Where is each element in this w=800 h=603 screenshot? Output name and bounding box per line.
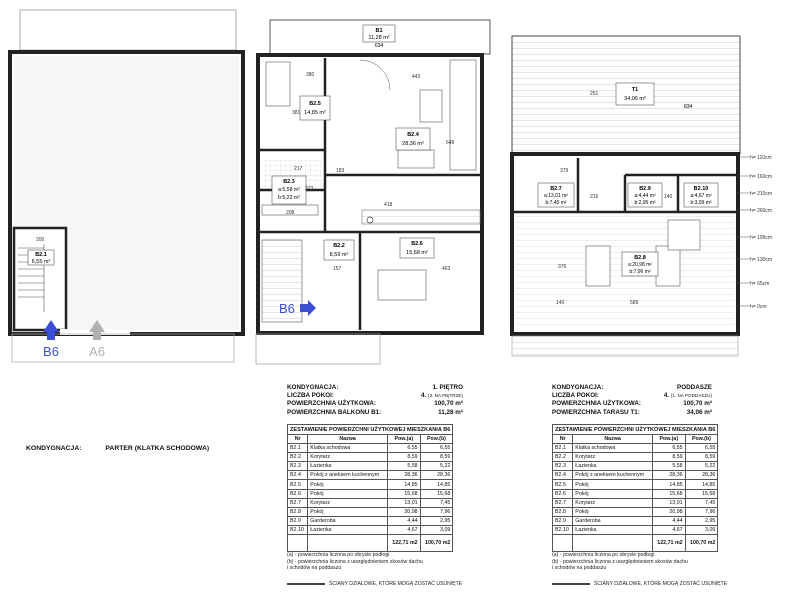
- room-b2-7-area-a: a:13,01 m²: [544, 193, 568, 199]
- cell-name: Pokój: [308, 480, 388, 489]
- total-empty: [553, 535, 573, 552]
- cell-nr: B2.4: [288, 471, 308, 480]
- cell-name: Korytarz: [573, 498, 653, 507]
- cell-area-a: 13,01: [652, 498, 685, 507]
- cell-area-b: 7,96: [420, 507, 453, 516]
- info-value: 4.: [421, 392, 427, 400]
- cell-area-b: 2,95: [685, 516, 718, 525]
- info-key: POWIERZCHNIA BALKONU B1:: [287, 408, 382, 416]
- table-row: [288, 525, 453, 534]
- cell-area-b: 14,85: [685, 480, 718, 489]
- info-value: 100,70 m²: [434, 400, 463, 408]
- note-b-cont: i schodów na poddaszu: [552, 565, 607, 572]
- cell-area-b: 3,09: [685, 525, 718, 534]
- room-b2-8-area-a: a:20,98 m²: [628, 262, 652, 268]
- cell-area-a: 5,58: [387, 462, 420, 471]
- table-row: [553, 462, 718, 471]
- cell-area-a: 4,67: [652, 525, 685, 534]
- dim-217: 217: [294, 166, 303, 172]
- total-area-b: 100,70 m2: [420, 535, 453, 552]
- attic-info-row: [552, 409, 712, 417]
- attic-dim-376: 376: [558, 264, 567, 270]
- cell-area-a: 13,01: [387, 498, 420, 507]
- room-b2-1-code: B2.1: [35, 252, 47, 258]
- cell-nr: B2.1: [553, 444, 573, 453]
- col-header-area-b: Pow.(b): [685, 435, 718, 444]
- cell-area-b: 8,59: [420, 453, 453, 462]
- ground-terrace-outline: [20, 10, 236, 50]
- dim-463: 463: [442, 266, 451, 272]
- room-b2-2-area: 8,59 m²: [329, 252, 349, 258]
- table-row: [553, 525, 718, 534]
- attic-bed-icon: [668, 220, 700, 250]
- floor1-entry-label: B6: [279, 301, 295, 316]
- partition-wall-hatch: [362, 210, 480, 224]
- table-caption: ZESTAWIENIE POWIERZCHNI UŻYTKOWEJ MIESZKANIA B6: [288, 425, 453, 435]
- floor1-info-row: [287, 384, 463, 392]
- table-row: [553, 480, 718, 489]
- col-header-nr: Nr: [553, 435, 573, 444]
- area-table-floor1: [287, 424, 453, 552]
- cell-nr: B2.2: [553, 453, 573, 462]
- room-b2-9-area-a: a:4,44 m²: [634, 193, 656, 199]
- entry-label-a6: A6: [89, 344, 105, 359]
- cell-name: Pokój z aneksem kuchennym: [573, 471, 653, 480]
- cell-name: Łazienka: [308, 525, 388, 534]
- cell-nr: B2.3: [553, 462, 573, 471]
- attic-plan: [512, 36, 772, 356]
- room-b2-4-area: 28,36 m²: [402, 141, 424, 147]
- cell-area-a: 4,44: [387, 516, 420, 525]
- bed-icon: [266, 62, 290, 106]
- legend-swatch: [552, 583, 590, 586]
- floor1-entry-porch: [256, 334, 380, 364]
- first-floor-plan: [256, 20, 490, 364]
- table-total-row: [553, 535, 718, 552]
- ground-caption-value: PARTER (KLATKA SCHODOWA): [105, 445, 210, 452]
- cell-nr: B2.5: [288, 480, 308, 489]
- col-header-name: Nazwa: [573, 435, 653, 444]
- cell-area-b: 7,45: [685, 498, 718, 507]
- cell-area-a: 14,85: [652, 480, 685, 489]
- room-b2-9-area-b: b:2,95 m²: [634, 200, 656, 206]
- col-header-area-a: Pow.(a): [652, 435, 685, 444]
- room-b2-5-area: 14,85 m²: [304, 110, 326, 116]
- info-key: LICZBA POKOI:: [552, 392, 599, 400]
- table-caption: ZESTAWIENIE POWIERZCHNI UŻYTKOWEJ MIESZKANIA B6: [553, 425, 718, 435]
- cell-area-a: 6,55: [387, 444, 420, 453]
- dim-443: 443: [412, 74, 421, 80]
- cell-nr: B2.6: [288, 489, 308, 498]
- table-row: [288, 462, 453, 471]
- room-b2-8-code: B2.8: [634, 255, 646, 261]
- room-b2-5-code: B2.5: [309, 101, 321, 107]
- cell-nr: B2.7: [553, 498, 573, 507]
- terrace-dim: 834: [684, 104, 693, 110]
- col-header-nr: Nr: [288, 435, 308, 444]
- cell-nr: B2.3: [288, 462, 308, 471]
- cell-name: Korytarz: [308, 453, 388, 462]
- ground-dim: 200: [36, 237, 45, 243]
- notes-attic: [552, 552, 688, 572]
- note-b-cont: i schodów na poddaszu: [287, 565, 342, 572]
- notes-floor1: [287, 552, 423, 572]
- total-empty: [573, 535, 653, 552]
- cell-nr: B2.6: [553, 489, 573, 498]
- ground-floor-caption: [26, 445, 231, 452]
- attic-info-row: [552, 384, 712, 392]
- cell-area-b: 6,55: [420, 444, 453, 453]
- height-130: h= 130cm: [750, 257, 773, 263]
- info-key: POWIERZCHNIA TARASU T1:: [552, 408, 640, 416]
- cell-area-b: 5,22: [420, 462, 453, 471]
- cell-name: Pokój z aneksem kuchennym: [308, 471, 388, 480]
- cell-name: Korytarz: [573, 453, 653, 462]
- cell-area-a: 20,98: [652, 507, 685, 516]
- cell-name: Garderoba: [308, 516, 388, 525]
- cell-area-a: 20,98: [387, 507, 420, 516]
- cell-nr: B2.10: [553, 525, 573, 534]
- table-row: [553, 498, 718, 507]
- cell-area-a: 5,58: [652, 462, 685, 471]
- note-a: (a) - powierzchnia liczona po obrysie podłogi: [552, 552, 655, 558]
- table-row: [288, 507, 453, 516]
- legend-text: ŚCIANY DZIAŁOWE, KTÓRE MOGĄ ZOSTAĆ USUNIĘTE: [594, 581, 728, 587]
- cell-name: Korytarz: [308, 498, 388, 507]
- height-65: h= 65cm: [750, 281, 770, 287]
- cell-area-b: 5,22: [685, 462, 718, 471]
- dim-418: 418: [384, 202, 393, 208]
- room-b2-7-area-b: b:7,45 m²: [545, 200, 567, 206]
- room-b2-3-code: B2.3: [283, 179, 295, 185]
- table-row: [553, 471, 718, 480]
- room-b2-4-code: B2.4: [407, 132, 419, 138]
- legend-text: ŚCIANY DZIAŁOWE, KTÓRE MOGĄ ZOSTAĆ USUNIĘTE: [329, 581, 463, 587]
- dim-208: 208: [286, 210, 295, 216]
- total-empty: [288, 535, 308, 552]
- balcony-area: 11,28 m²: [368, 35, 390, 41]
- cell-area-b: 15,68: [420, 489, 453, 498]
- attic-dim-140: 140: [556, 300, 565, 306]
- attic-dim-379: 379: [560, 168, 569, 174]
- attic-eave: [512, 336, 738, 356]
- table-row: [553, 453, 718, 462]
- terrace-code: T1: [631, 87, 639, 93]
- cell-area-b: 7,96: [685, 507, 718, 516]
- cell-area-a: 4,67: [387, 525, 420, 534]
- dim-183: 183: [336, 168, 345, 174]
- dim-323: 323: [305, 186, 314, 192]
- attic-dim-140b: 140: [664, 194, 673, 200]
- table-row: [553, 444, 718, 453]
- info-key: KONDYGNACJA:: [287, 384, 339, 391]
- skylight-1-icon: [586, 246, 610, 286]
- terrace-area: 34,06 m²: [624, 96, 646, 102]
- ground-caption-label: KONDYGNACJA:: [26, 445, 82, 452]
- balcony-code: B1: [375, 28, 383, 34]
- cell-name: Klatka schodowa: [573, 444, 653, 453]
- cell-area-a: 4,44: [652, 516, 685, 525]
- table-row: [288, 453, 453, 462]
- col-header-area-b: Pow.(b): [420, 435, 453, 444]
- dim-157: 157: [333, 266, 342, 272]
- ground-floor-plan: [10, 10, 243, 362]
- height-markers: [738, 155, 772, 310]
- cell-name: Łazienka: [308, 462, 388, 471]
- cell-name: Pokój: [573, 480, 653, 489]
- col-header-name: Nazwa: [308, 435, 388, 444]
- info-sub: (1. NA PODDASZU): [670, 393, 712, 399]
- cell-area-b: 28,36: [420, 471, 453, 480]
- room-b2-9-code: B2.9: [639, 186, 651, 192]
- room-b2-10-code: B2.10: [693, 186, 709, 192]
- info-value: 4.: [663, 392, 670, 400]
- cell-area-b: 6,55: [685, 444, 718, 453]
- cell-area-a: 6,55: [652, 444, 685, 453]
- cell-area-b: 7,45: [420, 498, 453, 507]
- area-table-attic: [552, 424, 718, 552]
- table-row: [288, 498, 453, 507]
- cell-area-b: 8,59: [685, 453, 718, 462]
- height-0: h= 0cm: [750, 304, 767, 310]
- height-160: h= 160cm: [750, 174, 773, 180]
- cell-nr: B2.8: [288, 507, 308, 516]
- height-210: h= 210cm: [750, 191, 773, 197]
- legend-floor1: [287, 581, 462, 587]
- info-value: 100,70 m²: [683, 400, 712, 408]
- height-260: h= 260cm: [750, 208, 773, 214]
- cell-name: Pokój: [308, 507, 388, 516]
- info-value: 1. PIĘTRO: [432, 384, 463, 391]
- note-b: (b) - powierzchnia liczona z uwzględnieniem skosów dachu: [287, 558, 423, 565]
- cell-nr: B2.8: [553, 507, 573, 516]
- cell-nr: B2.4: [553, 471, 573, 480]
- cell-nr: B2.2: [288, 453, 308, 462]
- room-b2-6-area: 15,68 m²: [406, 250, 428, 256]
- room-b2-6-code: B2.6: [411, 241, 423, 247]
- cell-area-a: 8,59: [652, 453, 685, 462]
- info-value: PODDASZE: [677, 384, 712, 391]
- cell-nr: B2.7: [288, 498, 308, 507]
- cell-nr: B2.1: [288, 444, 308, 453]
- cell-nr: B2.5: [553, 480, 573, 489]
- sofa-icon: [420, 90, 442, 122]
- info-key: LICZBA POKOI:: [287, 392, 334, 400]
- floor1-info-row: [287, 409, 463, 417]
- floor1-info-row: [287, 400, 463, 408]
- attic-info-row: [552, 400, 712, 408]
- cell-area-b: 28,36: [685, 471, 718, 480]
- room-b2-10-area-a: a:4,67 m²: [690, 193, 712, 199]
- cell-nr: B2.9: [553, 516, 573, 525]
- dim-380: 380: [306, 72, 315, 78]
- table-row: [288, 471, 453, 480]
- kitchen-counter: [450, 60, 476, 170]
- balcony-dim: 634: [374, 43, 384, 49]
- attic-dim-589: 589: [630, 300, 639, 306]
- cell-area-b: 14,85: [420, 480, 453, 489]
- dining-table-icon: [398, 150, 434, 168]
- cell-area-b: 3,09: [420, 525, 453, 534]
- attic-dim-216: 216: [590, 194, 599, 200]
- cell-area-a: 14,85: [387, 480, 420, 489]
- skylight-2-icon: [656, 246, 680, 286]
- legend-attic: [552, 581, 727, 587]
- room-b2-1-area: 6,55 m²: [31, 259, 51, 265]
- cell-name: Łazienka: [573, 525, 653, 534]
- room-b2-7-code: B2.7: [550, 186, 562, 192]
- room-b2-3-area-b: b:5,22 m²: [278, 195, 300, 201]
- total-empty: [308, 535, 388, 552]
- info-key: KONDYGNACJA:: [552, 384, 604, 391]
- table-body: [288, 444, 453, 535]
- info-key: POWIERZCHNIA UŻYTKOWA:: [287, 400, 376, 408]
- info-sub: (3. NA PIĘTRZE): [428, 393, 463, 399]
- cell-area-b: 2,95: [420, 516, 453, 525]
- total-area-b: 100,70 m2: [685, 535, 718, 552]
- cell-area-a: 15,68: [387, 489, 420, 498]
- cell-area-a: 15,68: [652, 489, 685, 498]
- attic-info: [552, 384, 712, 417]
- table-body: [553, 444, 718, 535]
- cell-name: Łazienka: [573, 462, 653, 471]
- staircase-b2-1: [14, 228, 66, 330]
- table-row: [288, 516, 453, 525]
- info-value: 34,06 m²: [686, 408, 712, 416]
- room-b2-8-area-b: b:7,96 m²: [629, 269, 651, 275]
- bed-b2-6-icon: [378, 270, 426, 300]
- cell-name: Pokój: [308, 489, 388, 498]
- legend-swatch: [287, 583, 325, 586]
- cell-area-a: 8,59: [387, 453, 420, 462]
- table-row: [288, 489, 453, 498]
- table-row: [553, 489, 718, 498]
- cell-nr: B2.9: [288, 516, 308, 525]
- table-row: [288, 444, 453, 453]
- table-row: [553, 516, 718, 525]
- entry-label-b6: B6: [43, 344, 59, 359]
- attic-dim-251: 251: [590, 91, 599, 97]
- table-total-row: [288, 535, 453, 552]
- cell-area-a: 28,36: [387, 471, 420, 480]
- table-row: [553, 507, 718, 516]
- dim-381: 381: [292, 110, 301, 116]
- col-header-area-a: Pow.(a): [387, 435, 420, 444]
- cell-area-b: 15,68: [685, 489, 718, 498]
- height-195: h= 195cm: [750, 235, 773, 241]
- cell-name: Klatka schodowa: [308, 444, 388, 453]
- total-area-a: 122,71 m2: [387, 535, 420, 552]
- room-b2-2-code: B2.2: [333, 243, 345, 249]
- cell-name: Pokój: [573, 507, 653, 516]
- floor1-info: [287, 384, 463, 417]
- cell-name: Pokój: [573, 489, 653, 498]
- cell-area-a: 28,36: [652, 471, 685, 480]
- cell-name: Garderoba: [573, 516, 653, 525]
- room-b2-3-area-a: a:5,58 m²: [278, 187, 300, 193]
- note-a: (a) - powierzchnia liczona po obrysie podłogi: [287, 552, 390, 558]
- room-b2-10-area-b: b:3,09 m²: [690, 200, 712, 206]
- note-b: (b) - powierzchnia liczona z uwzględnieniem skosów dachu: [552, 558, 688, 565]
- cell-nr: B2.10: [288, 525, 308, 534]
- info-value: 11,28 m²: [438, 408, 463, 416]
- dim-648: 648: [446, 140, 455, 146]
- info-key: POWIERZCHNIA UŻYTKOWA:: [552, 400, 641, 408]
- total-area-a: 122,71 m2: [652, 535, 685, 552]
- height-110: h= 110cm: [750, 155, 772, 161]
- table-row: [288, 480, 453, 489]
- room-b2-5-box: [300, 96, 330, 120]
